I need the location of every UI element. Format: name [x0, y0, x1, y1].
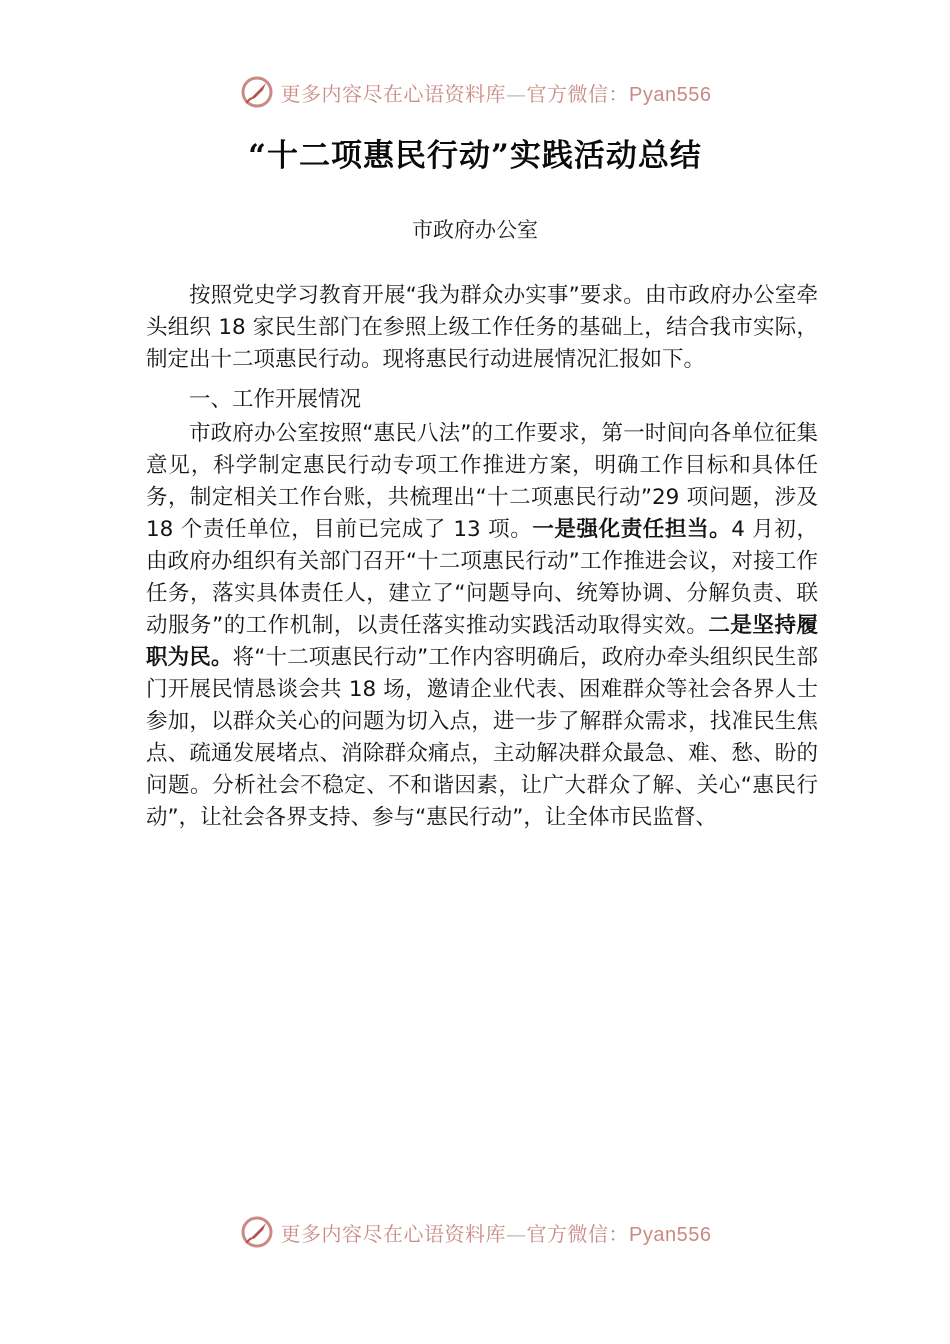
section-text-c: 将“十二项惠民行动”工作内容明确后，政府办牵头组织民生部门开展民情恳谈会共 18 场，邀请企业代表、困难群众等社会各界人士参加，以群众关心的问题为切入点，进一步了解群众需求，找准民生焦点、疏通发展堵点、消除群众痛点，主动解决群众最急、难、愁、盼的问题。分析社会不稳定、不和谐因素，让广大群众了解、关心“惠民行动”，让社会各界支持、参与“惠民行动”，让全体市民监督、 — [146, 645, 818, 830]
section-heading: 一、工作开展情况 — [189, 387, 362, 412]
watermark-separator: — — [506, 1221, 527, 1246]
document-author: 市政府办公室 — [412, 218, 538, 242]
watermark-main: 更多内容尽在心语资料库 — [280, 1221, 507, 1246]
watermark-id: Pyan556 — [629, 83, 712, 106]
watermark-main: 更多内容尽在心语资料库 — [280, 81, 507, 106]
watermark-contact: 官方微信： — [526, 81, 630, 106]
quill-logo-icon — [239, 1214, 275, 1250]
highlight-serve-people: 二是坚持履职为民。 — [146, 613, 818, 670]
watermark-id: Pyan556 — [629, 1223, 712, 1246]
watermark-text — [281, 78, 712, 107]
quill-logo-icon — [239, 74, 275, 110]
footer-watermark — [0, 1212, 950, 1252]
section-paragraph — [146, 418, 818, 834]
section-text-a: 市政府办公室按照“惠民八法”的工作要求，第一时间向各单位征集意见，科学制定惠民行动专项工作推进方案，明确工作目标和具体任务，制定相关工作台账，共梳理出“十二项惠民行动”29 项问题，涉及 18 个责任单位，目前已完成了 13 项。 — [146, 421, 818, 542]
header-watermark — [0, 72, 950, 112]
watermark-text — [281, 1218, 712, 1247]
section-text-b: 4 月初，由政府办组织有关部门召开“十二项惠民行动”工作推进会议，对接工作任务，落实具体责任人，建立了“问题导向、统筹协调、分解负责、联动服务”的工作机制，以责任落实推动实践活动取得实效。 — [146, 517, 818, 638]
watermark-separator: — — [506, 81, 527, 106]
watermark-contact: 官方微信： — [526, 1221, 630, 1246]
highlight-responsibility: 一是强化责任担当。 — [532, 517, 732, 542]
document-title: “十二项惠民行动”实践活动总结 — [248, 138, 702, 174]
intro-paragraph: 按照党史学习教育开展“我为群众办实事”要求。由市政府办公室牵头组织 18 家民生部门在参照上级工作任务的基础上，结合我市实际，制定出十二项惠民行动。现将惠民行动进展情况汇报如下。 — [146, 283, 818, 372]
document-body — [146, 280, 818, 834]
